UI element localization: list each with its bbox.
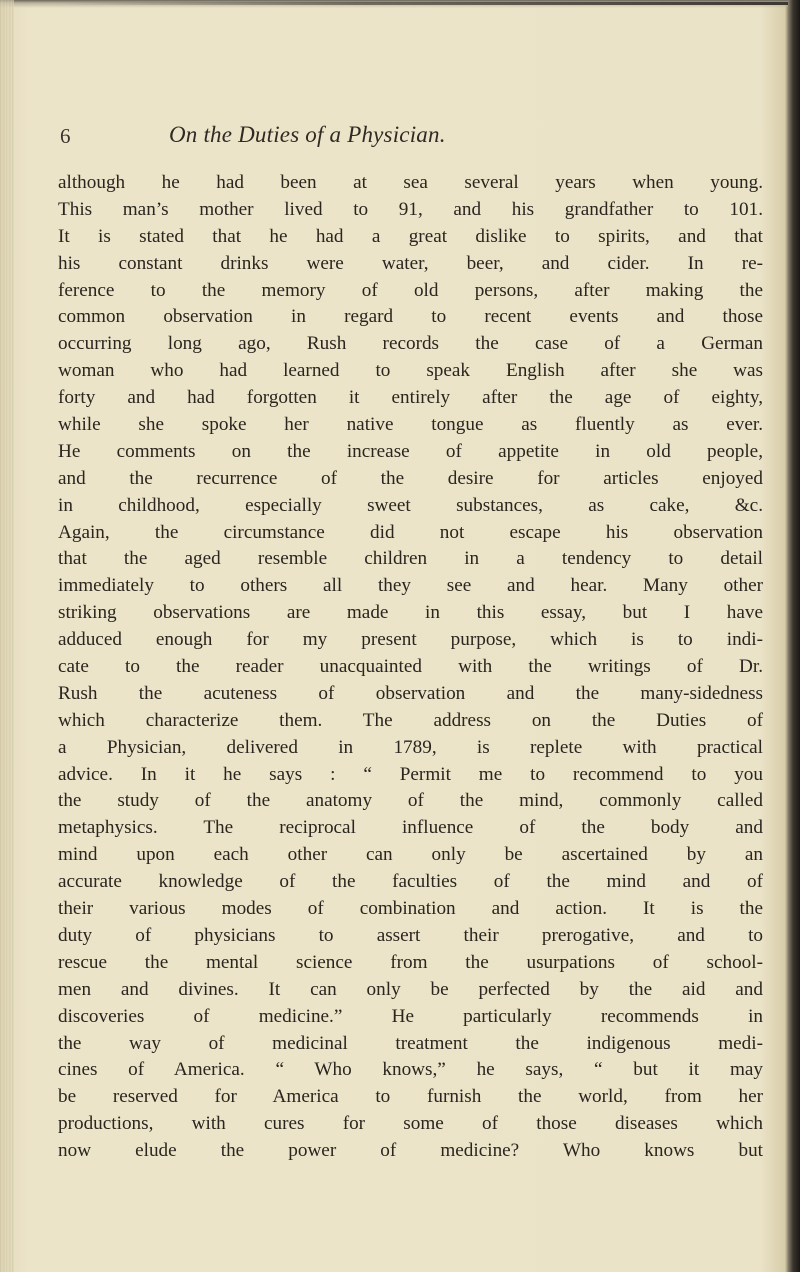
text-line: rescue the mental science from the usurpations of school-	[58, 951, 763, 973]
text-line: common observation in regard to recent events and those	[58, 306, 763, 328]
text-line: immediately to others all they see and hear. Many other	[58, 575, 763, 597]
text-line: that the aged resemble children in a tendency to detail	[58, 548, 763, 570]
page-top-shadow	[60, 2, 800, 5]
text-line: in childhood, especially sweet substances, as cake, &c.	[58, 494, 763, 516]
text-line: men and divines. It can only be perfected by the aid and	[58, 978, 763, 1000]
text-line: the way of medicinal treatment the indigenous medi-	[58, 1032, 763, 1054]
text-line: now elude the power of medicine? Who knows but	[58, 1140, 763, 1162]
text-line: striking observations are made in this essay, but I have	[58, 602, 763, 624]
text-line: discoveries of medicine.” He particularly recommends in	[58, 1005, 763, 1027]
text-line: advice. In it he says : “ Permit me to recommend to you	[58, 763, 763, 785]
text-line: the study of the anatomy of the mind, commonly called	[58, 790, 763, 812]
text-line: while she spoke her native tongue as fluently as ever.	[58, 414, 763, 436]
text-line: and the recurrence of the desire for articles enjoyed	[58, 467, 763, 489]
body-text	[58, 170, 768, 1165]
text-line: ference to the memory of old persons, after making the	[58, 279, 763, 301]
text-line: his constant drinks were water, beer, and cider. In re-	[58, 252, 763, 274]
text-line: adduced enough for my present purpose, which is to indi-	[58, 629, 763, 651]
text-line: He comments on the increase of appetite in old people,	[58, 440, 763, 462]
text-line: Rush the acuteness of observation and the many-sidedness	[58, 682, 763, 704]
text-line: mind upon each other can only be ascertained by an	[58, 844, 763, 866]
running-head: On the Duties of a Physician.	[169, 122, 446, 147]
text-line: although he had been at sea several years when young.	[58, 172, 763, 193]
text-line: a Physician, delivered in 1789, is replete with practical	[58, 736, 763, 758]
text-line: their various modes of combination and action. It is the	[58, 898, 763, 920]
page-number: 6	[60, 124, 71, 148]
page-gutter	[0, 0, 14, 1272]
text-line: It is stated that he had a great dislike to spirits, and that	[58, 225, 763, 247]
text-line: which characterize them. The address on the Duties of	[58, 709, 763, 731]
text-line: forty and had forgotten it entirely after the age of eighty,	[58, 387, 763, 409]
text-line: metaphysics. The reciprocal influence of the body and	[58, 817, 763, 839]
text-line: Again, the circumstance did not escape his observation	[58, 521, 763, 543]
text-line: duty of physicians to assert their prerogative, and to	[58, 924, 763, 946]
page-right-edge	[788, 0, 800, 1272]
text-line: cate to the reader unacquainted with the writings of Dr.	[58, 656, 763, 678]
page-header	[60, 124, 760, 158]
text-line: accurate knowledge of the faculties of the mind and of	[58, 871, 763, 893]
text-line: cines of America. “ Who knows,” he says, “ but it may	[58, 1059, 763, 1081]
text-line: occurring long ago, Rush records the case of a German	[58, 333, 763, 355]
text-line: be reserved for America to furnish the world, from her	[58, 1086, 763, 1108]
text-line: productions, with cures for some of those diseases which	[58, 1113, 763, 1135]
text-line: woman who had learned to speak English after she was	[58, 360, 763, 382]
text-line: This man’s mother lived to 91, and his grandfather to 101.	[58, 198, 763, 220]
